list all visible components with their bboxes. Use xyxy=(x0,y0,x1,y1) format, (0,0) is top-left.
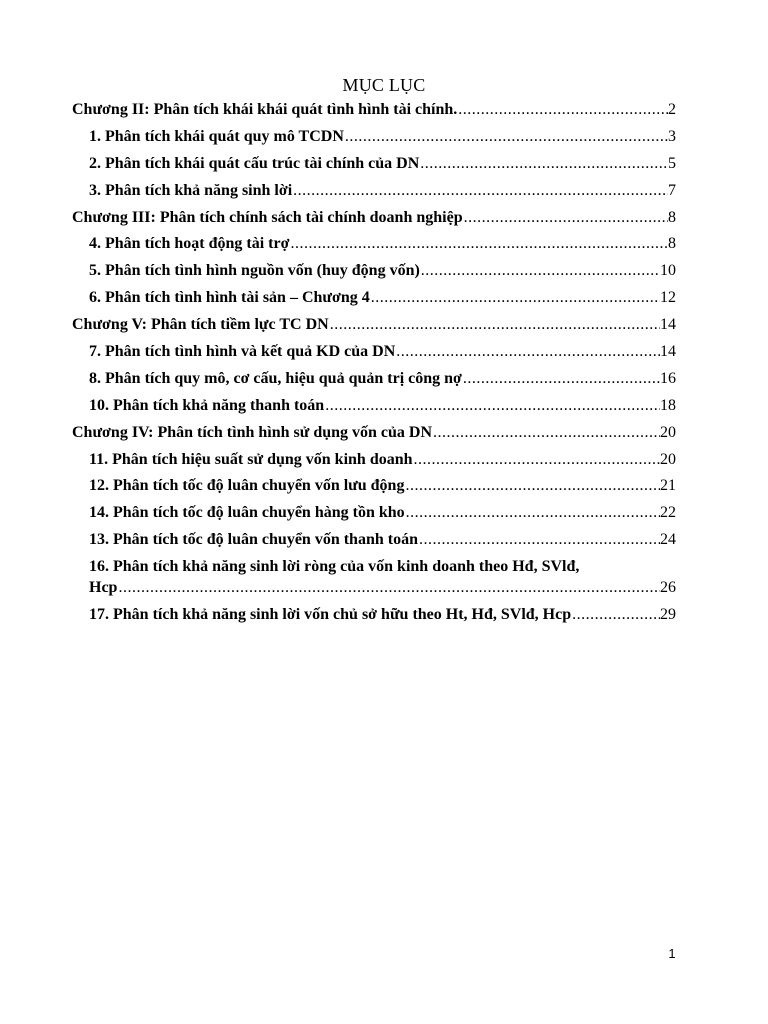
dot-leader xyxy=(406,500,660,527)
toc-entry-page: 8 xyxy=(668,235,676,253)
toc-entry-text: 7. Phân tích tình hình và kết quả KD của DN xyxy=(89,343,396,361)
toc-entry-page: 7 xyxy=(668,181,676,199)
dot-leader xyxy=(118,577,660,598)
toc-entry-continuation xyxy=(89,577,676,598)
toc-entry-text: 17. Phân tích khả năng sinh lời vốn chủ sở hữu theo Ht, Hđ, SVlđ, Hcp xyxy=(89,606,572,624)
dot-leader xyxy=(433,420,660,447)
toc-entry-page: 26 xyxy=(660,579,676,597)
dot-leader xyxy=(290,231,668,258)
toc-entry-page: 29 xyxy=(660,606,676,624)
toc-entry-page: 21 xyxy=(660,477,676,495)
dot-leader xyxy=(463,366,660,393)
toc-entry-text: 10. Phân tích khả năng thanh toán xyxy=(89,396,325,414)
toc-entry-text: 3. Phân tích khả năng sinh lời xyxy=(89,181,293,199)
toc-entry-chapter-5[interactable] xyxy=(72,312,676,339)
dot-leader xyxy=(330,312,660,339)
toc-entry-section-11[interactable] xyxy=(72,447,676,474)
dot-leader xyxy=(458,97,668,124)
table-of-contents xyxy=(72,97,676,629)
toc-entry-section-6[interactable] xyxy=(72,285,676,312)
toc-entry-section-3[interactable] xyxy=(72,178,676,205)
toc-entry-section-8[interactable] xyxy=(72,366,676,393)
toc-entry-text: 1. Phân tích khái quát quy mô TCDN xyxy=(89,127,344,145)
dot-leader xyxy=(572,602,660,629)
dot-leader xyxy=(371,285,660,312)
toc-entry-page: 14 xyxy=(660,316,676,334)
toc-entry-text: 14. Phân tích tốc độ luân chuyển hàng tồn kho xyxy=(89,504,405,522)
toc-entry-page: 24 xyxy=(660,531,676,549)
toc-entry-section-17[interactable] xyxy=(72,602,676,629)
toc-entry-text: Chương IV: Phân tích tình hình sử dụng vốn của DN xyxy=(72,423,433,441)
toc-entry-section-14[interactable] xyxy=(72,500,676,527)
toc-entry-text: 2. Phân tích khái quát cấu trúc tài chính của DN xyxy=(89,154,420,172)
toc-entry-chapter-4[interactable] xyxy=(72,420,676,447)
toc-entry-page: 18 xyxy=(660,396,676,414)
toc-entry-text: 13. Phân tích tốc độ luân chuyển vốn thanh toán xyxy=(89,531,418,549)
toc-entry-section-4[interactable] xyxy=(72,231,676,258)
dot-leader xyxy=(464,205,668,232)
toc-entry-page: 10 xyxy=(660,262,676,280)
toc-entry-section-5[interactable] xyxy=(72,258,676,285)
toc-entry-section-13[interactable] xyxy=(72,527,676,554)
toc-entry-section-12[interactable] xyxy=(72,473,676,500)
dot-leader xyxy=(420,151,668,178)
toc-entry-section-16[interactable] xyxy=(72,554,676,602)
dot-leader xyxy=(405,473,660,500)
toc-entry-page: 3 xyxy=(668,127,676,145)
toc-entry-text: 6. Phân tích tình hình tài sản – Chương 4 xyxy=(89,289,370,307)
toc-entry-chapter-2[interactable] xyxy=(72,97,676,124)
dot-leader xyxy=(414,447,660,474)
toc-entry-page: 22 xyxy=(660,504,676,522)
toc-entry-text-cont: Hcp xyxy=(89,579,118,597)
toc-title: MỤC LỤC xyxy=(342,75,426,95)
toc-entry-text: Chương III: Phân tích chính sách tài chính doanh nghiệp xyxy=(72,208,463,226)
toc-entry-section-1[interactable] xyxy=(72,124,676,151)
toc-entry-text: 5. Phân tích tình hình nguồn vốn (huy động vốn) xyxy=(89,262,420,280)
toc-entry-section-7[interactable] xyxy=(72,339,676,366)
toc-entry-section-10[interactable] xyxy=(72,393,676,420)
dot-leader xyxy=(419,527,660,554)
toc-entry-text: Chương V: Phân tích tiềm lực TC DN xyxy=(72,316,329,334)
toc-entry-page: 8 xyxy=(668,208,676,226)
toc-entry-text: 8. Phân tích quy mô, cơ cấu, hiệu quả quản trị công nợ xyxy=(89,369,462,387)
toc-entry-page: 2 xyxy=(668,101,676,118)
toc-entry-page: 20 xyxy=(660,450,676,468)
toc-entry-text: 4. Phân tích hoạt động tài trợ xyxy=(89,235,290,253)
toc-entry-page: 5 xyxy=(668,154,676,172)
dot-leader xyxy=(293,178,668,205)
page-number: 1 xyxy=(668,946,676,961)
toc-entry-page: 14 xyxy=(660,343,676,361)
toc-entry-text: 16. Phân tích khả năng sinh lời ròng của vốn kinh doanh theo Hđ, SVlđ, xyxy=(89,558,580,576)
dot-leader xyxy=(345,124,668,151)
toc-entry-page: 20 xyxy=(660,423,676,441)
toc-entry-page: 12 xyxy=(660,289,676,307)
toc-entry-chapter-3[interactable] xyxy=(72,205,676,232)
toc-entry-text: Chương II: Phân tích khái khái quát tình hình tài chính. xyxy=(72,101,458,118)
toc-entry-text: 12. Phân tích tốc độ luân chuyển vốn lưu động xyxy=(89,477,405,495)
dot-leader xyxy=(421,258,660,285)
toc-entry-page: 16 xyxy=(660,369,676,387)
dot-leader xyxy=(396,339,660,366)
dot-leader xyxy=(325,393,660,420)
toc-entry-section-2[interactable] xyxy=(72,151,676,178)
toc-entry-text: 11. Phân tích hiệu suất sử dụng vốn kinh doanh xyxy=(89,450,413,468)
